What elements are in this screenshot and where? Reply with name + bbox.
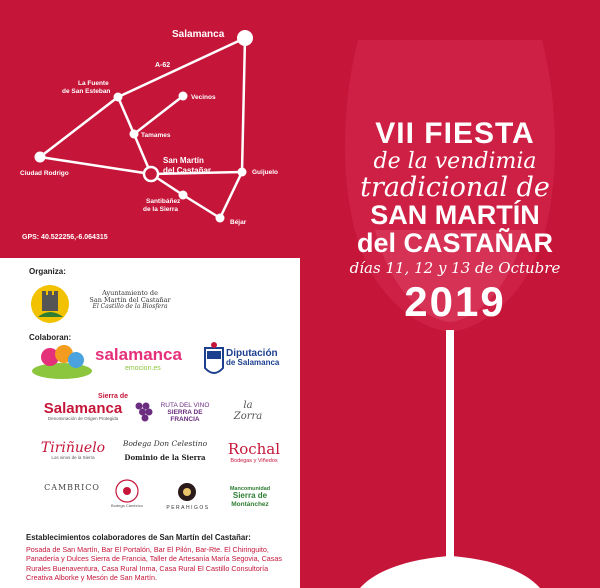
label-san-martin-1: San Martín [163,156,204,165]
title-edition: VII FIESTA [375,117,535,150]
title-castanar: del CASTAÑAR [356,228,553,258]
diputacion-logo: Diputación de Salamanca [226,348,280,367]
label-san-martin-2: del Castañar [163,166,212,175]
label-la-fuente-1: La Fuente [78,80,109,87]
label-la-fuente-2: de San Esteban [62,88,111,95]
bodega-small-label: Bodega Cámbrico [110,503,144,508]
sierra-salamanca-logo: Sierra de Salamanca Denominación de Origen Protegida [43,393,128,422]
salamanca-emocion-icon [32,343,94,381]
castle-logo-icon [30,283,70,325]
organiza-heading: Organiza: [29,267,66,276]
title-san-martin: SAN MARTÍN [370,200,540,230]
perahigos-icon [177,482,197,502]
salamanca-node [237,30,253,46]
ruta-del-vino-logo: RUTA DEL VINO SIERRA DE FRANCIA [160,402,210,424]
road-map [0,0,300,258]
label-santibanez-2: de la Sierra [143,206,179,213]
establecimientos-list: Posada de San Martín, Bar El Portalón, Bar El Pilón, Bar-Rte. El Chiringuito, Panadería y Dulces Sierra de Francia, Taller de Artesanía María Segovia, Casas Rurales Buenaventura, Casa Rural Inma, Casa Rural El Castillo Consultoría Creativa Alborke y Mesón de San Martín. [26,545,282,582]
gps-coordinates: GPS: 40.522256,-6.064315 [22,234,108,241]
ayuntamiento-logo: Ayuntamiento de San Martín del Castañar El Castillo de la Biosfera [89,289,171,311]
bodega-seal-icon [114,478,140,504]
title-year: 2019 [404,278,506,325]
rochal-logo: Rochal Bodegas y Viñedos [227,440,281,464]
label-bejar: Béjar [230,219,247,226]
title-tradicional: tradicional de [360,172,550,203]
label-santibanez-1: Santibáñez [146,198,181,205]
label-road: A-62 [155,62,171,69]
label-ciudad-rodrigo: Ciudad Rodrigo [20,170,69,177]
title-dates: días 11, 12 y 13 de Octubre [349,259,561,277]
diputacion-shield-icon [203,342,225,382]
perahigos-logo: PERAHIGOS [166,505,210,511]
grapes-icon [133,400,153,424]
establecimientos-heading: Establecimientos colaboradores de San Martín del Castañar: [26,533,251,542]
mancomunidad-logo: Mancomunidad Sierra de Montánchez [229,486,271,508]
la-zorra-logo: la Zorra [233,400,263,422]
cambrico-logo: CAMBRICO [44,483,100,492]
label-salamanca: Salamanca [172,29,225,40]
label-guijuelo: Guijuelo [252,169,278,176]
salamanca-emocion-logo: salamanca emocion.es [95,345,182,372]
colaboran-heading: Colaboran: [29,333,72,342]
label-vecinos: Vecinos [191,94,216,101]
label-tamames: Tamames [141,132,171,139]
san-martin-node [144,167,158,181]
tirinuelo-logo: Tiriñuelo Los vinos de la Sierra [40,440,106,461]
bodega-don-celestino-logo: Bodega Don Celestino Dominio de la Sierra [122,439,208,463]
title-vendimia: de la vendimia [373,149,537,174]
